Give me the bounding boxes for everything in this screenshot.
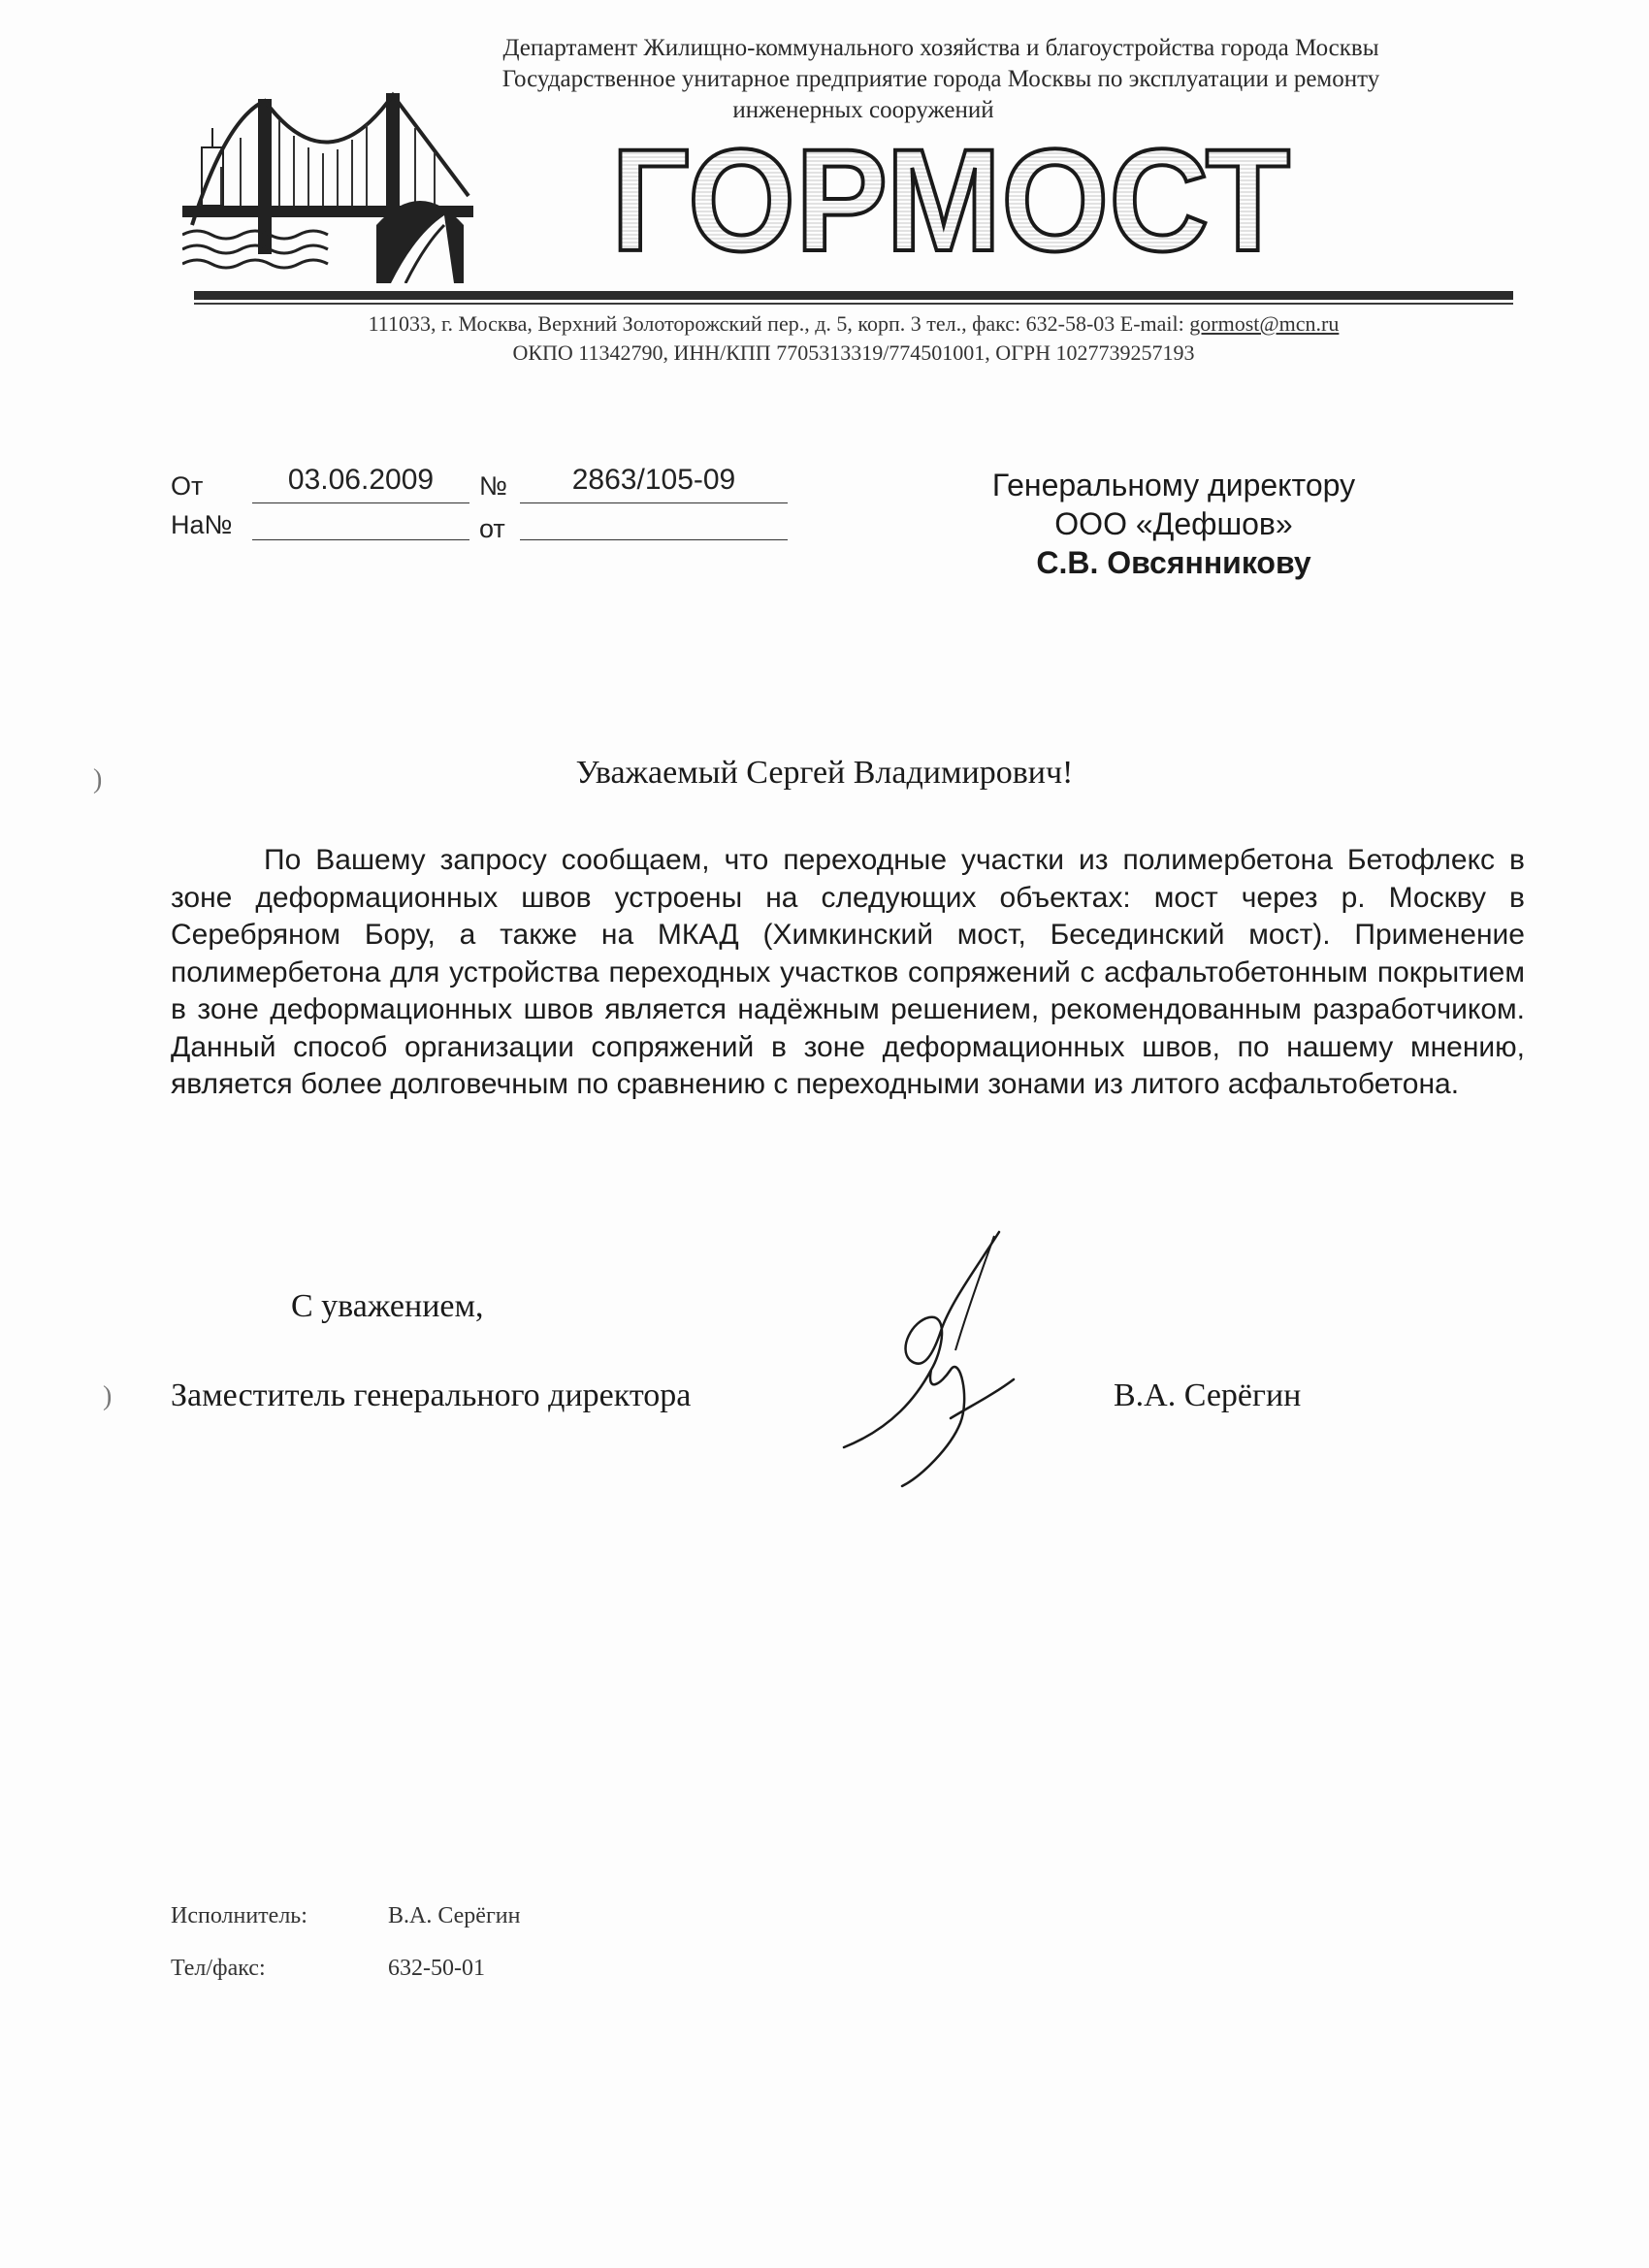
executor-label: Исполнитель: xyxy=(171,1903,307,1928)
header-rule-thin xyxy=(194,303,1513,305)
margin-mark: ) xyxy=(93,764,103,794)
header-enterprise: Государственное унитарное предприятие города Москвы по эксплуатации и ремонту xyxy=(501,66,1380,92)
number-line xyxy=(520,502,788,503)
header-rule-thick xyxy=(194,291,1513,300)
addressee-position: Генеральному директору xyxy=(991,468,1356,502)
header-address xyxy=(29,310,1649,338)
header-address-text: 111033, г. Москва, Верхний Золоторожский пер., д. 5, корп. 3 тел., факс: 632-58-03 E-mail: xyxy=(368,311,1190,336)
bridge-logo-icon xyxy=(182,80,473,283)
executor-name: В.А. Серёгин xyxy=(388,1903,521,1928)
reply-number-line xyxy=(252,539,469,540)
header-department: Департамент Жилищно-коммунального хозяйства и благоустройства города Москвы xyxy=(502,35,1379,61)
reply-label: На№ xyxy=(171,510,233,539)
gormost-logo-word: ГОРМОСТ xyxy=(611,136,1290,272)
letter-body: По Вашему запросу сообщаем, что переходные участки из полимербетона Бетофлекс в зоне деформационных швов устроены на следующих объектах: мост через р. Москву в Серебряном Бору, а также на МКАД (Химкинский мост, Бесединский мост). Применение полимербетона для устройства переходных участков сопряжений с асфальтобетонным покрытием в зоне деформационных швов является надёжным решением, рекомендованным разработчиком. Данный способ организации сопряжений в зоне деформационных швов, по нашему мнению, является более долговечным по сравнению с переходными зонами из литого асфальтобетона. xyxy=(171,844,1525,1100)
gormost-logo-text xyxy=(601,136,1300,272)
reply-date-line xyxy=(520,539,788,540)
margin-mark: ) xyxy=(103,1381,113,1411)
addressee-name: С.В. Овсянникову xyxy=(1036,545,1311,580)
closing-regards: С уважением, xyxy=(291,1288,484,1324)
header-registry: ОКПО 11342790, ИНН/КПП 7705313319/774501001, ОГРН 1027739257193 xyxy=(512,340,1195,365)
salutation: Уважаемый Сергей Владимирович! xyxy=(575,755,1074,791)
signature-icon xyxy=(834,1224,1028,1494)
addressee xyxy=(951,466,1397,582)
reply-date-label: от xyxy=(479,514,505,543)
header-enterprise-cont: инженерных сооружений xyxy=(732,97,994,123)
header-email-link[interactable]: gormost@mcn.ru xyxy=(1189,311,1340,336)
letter-number: 2863/105-09 xyxy=(571,464,736,496)
closing-signer: В.А. Серёгин xyxy=(1114,1377,1302,1413)
letter-date: 03.06.2009 xyxy=(287,464,435,496)
from-label: От xyxy=(171,471,204,501)
date-line xyxy=(252,502,469,503)
closing-position: Заместитель генерального директора xyxy=(171,1377,692,1413)
number-label: № xyxy=(479,471,507,501)
phone-number: 632-50-01 xyxy=(388,1956,485,1981)
phone-label: Тел/факс: xyxy=(171,1956,266,1981)
addressee-company: ООО «Дефшов» xyxy=(1054,506,1293,541)
